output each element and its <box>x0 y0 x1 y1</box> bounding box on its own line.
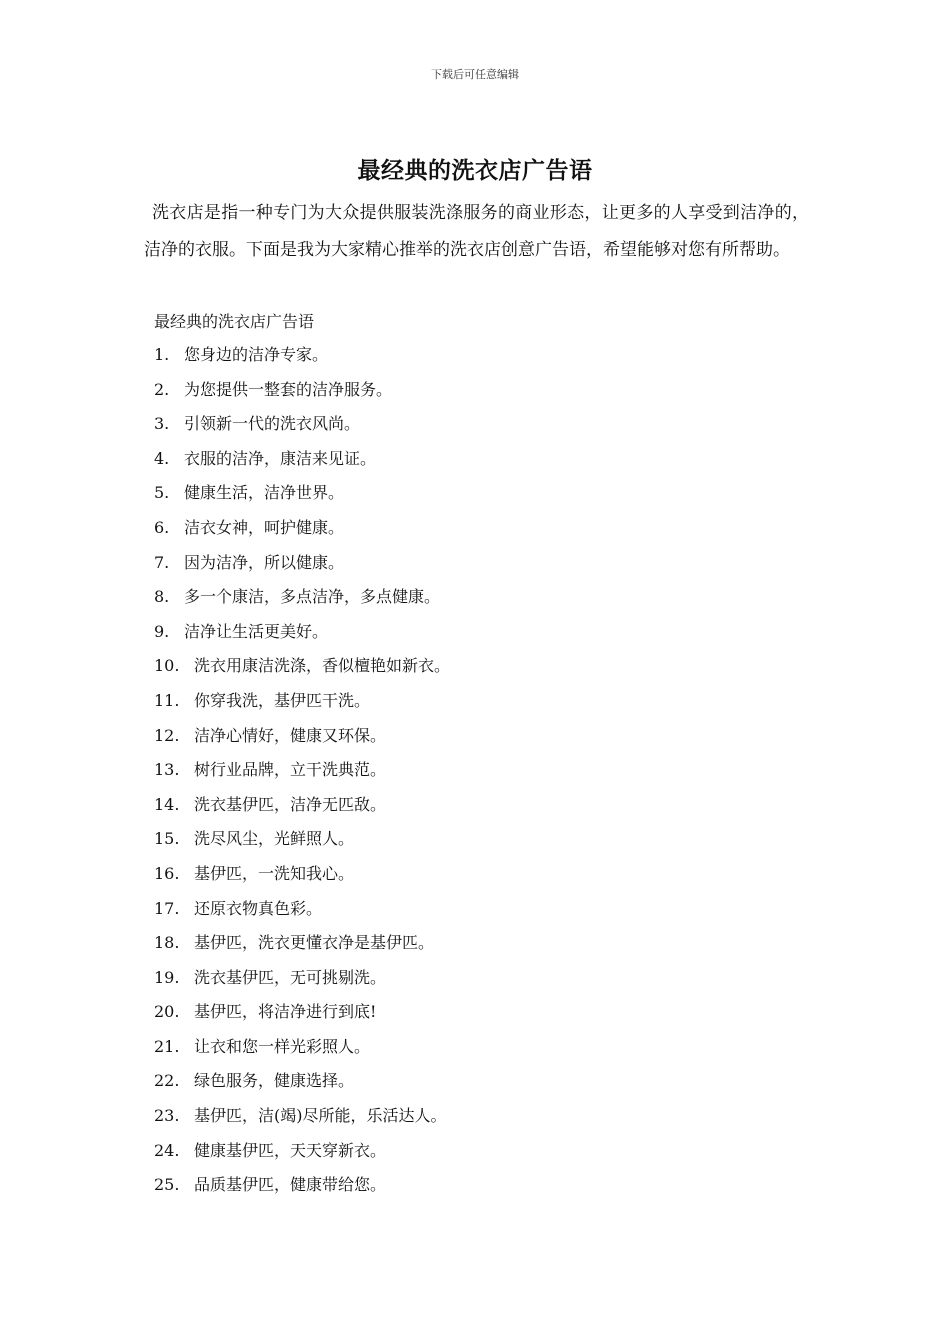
list-item <box>154 615 450 650</box>
item-text: 洗衣用康洁洗涤，香似檀艳如新衣。 <box>194 656 451 676</box>
list-item <box>154 961 450 996</box>
item-number: 7. <box>154 552 170 572</box>
list-item <box>154 995 450 1030</box>
item-text: 你穿我洗，基伊匹干洗。 <box>194 690 371 710</box>
list-item <box>154 338 450 373</box>
item-number: 18. <box>154 933 180 953</box>
item-text: 衣服的洁净，康洁来见证。 <box>184 448 377 468</box>
list-item <box>154 649 450 684</box>
list-item <box>154 442 450 477</box>
list-item <box>154 580 450 615</box>
item-number: 24. <box>154 1140 180 1160</box>
item-text: 洁衣女神，呵护健康。 <box>184 517 345 537</box>
list-item <box>154 1168 450 1203</box>
list-item <box>154 407 450 442</box>
item-number: 10. <box>154 656 180 676</box>
item-text: 还原衣物真色彩。 <box>194 898 323 918</box>
item-number: 23. <box>154 1106 180 1126</box>
item-text: 您身边的洁净专家。 <box>184 345 329 364</box>
list-item <box>154 1134 450 1169</box>
item-number: 9. <box>154 621 170 641</box>
item-number: 22. <box>154 1071 180 1091</box>
list-item <box>154 926 450 961</box>
item-number: 4. <box>154 448 170 468</box>
item-text: 让衣和您一样光彩照人。 <box>194 1036 371 1056</box>
document-title: 最经典的洗衣店广告语 <box>357 157 593 184</box>
item-text: 多一个康洁，多点洁净，多点健康。 <box>184 587 441 607</box>
list-item <box>154 857 450 892</box>
list-item <box>154 892 450 927</box>
item-text: 引领新一代的洗衣风尚。 <box>184 414 361 434</box>
item-text: 绿色服务，健康选择。 <box>194 1071 355 1091</box>
item-text: 健康生活，洁净世界。 <box>184 483 345 503</box>
section-heading: 最经典的洗衣店广告语 <box>154 312 315 331</box>
list-item <box>154 373 450 408</box>
item-number: 15. <box>154 829 180 849</box>
list-item <box>154 546 450 581</box>
item-text: 洗衣基伊匹，洁净无匹敌。 <box>194 794 387 814</box>
item-number: 19. <box>154 967 180 987</box>
item-text: 健康基伊匹，天天穿新衣。 <box>194 1140 387 1160</box>
slogan-list <box>154 338 450 1203</box>
item-number: 21. <box>154 1036 180 1056</box>
item-number: 11. <box>154 690 180 710</box>
item-text: 为您提供一整套的洁净服务。 <box>184 379 393 399</box>
list-item <box>154 511 450 546</box>
item-text: 洁净心情好，健康又环保。 <box>194 725 387 745</box>
item-number: 3. <box>154 414 170 434</box>
item-number: 6. <box>154 517 170 537</box>
item-number: 1. <box>154 345 170 364</box>
list-item <box>154 1030 450 1065</box>
item-number: 2. <box>154 379 170 399</box>
item-text: 树行业品牌，立干洗典范。 <box>194 760 387 780</box>
item-number: 13. <box>154 760 180 780</box>
list-item <box>154 788 450 823</box>
list-item <box>154 719 450 754</box>
list-item <box>154 822 450 857</box>
item-text: 品质基伊匹，健康带给您。 <box>194 1175 387 1195</box>
list-item <box>154 1099 450 1134</box>
item-text: 洗尽风尘，光鲜照人。 <box>194 829 355 849</box>
list-item <box>154 1064 450 1099</box>
item-text: 洗衣基伊匹，无可挑剔洗。 <box>194 967 387 987</box>
list-item <box>154 753 450 788</box>
item-text: 基伊匹，洁(竭)尽所能，乐活达人。 <box>194 1106 447 1126</box>
item-text: 基伊匹，将洁净进行到底! <box>194 1002 377 1022</box>
item-text: 洁净让生活更美好。 <box>184 621 329 641</box>
item-text: 基伊匹，一洗知我心。 <box>194 863 355 883</box>
item-number: 16. <box>154 863 180 883</box>
item-number: 8. <box>154 587 170 607</box>
item-number: 20. <box>154 1002 180 1022</box>
item-number: 12. <box>154 725 180 745</box>
item-text: 因为洁净，所以健康。 <box>184 552 345 572</box>
list-item <box>154 684 450 719</box>
item-number: 17. <box>154 898 180 918</box>
intro-paragraph: 洗衣店是指一种专门为大众提供服装洗涤服务的商业形态，让更多的人享受到洁净的，洁净的衣服。下面是我为大家精心推举的洗衣店创意广告语，希望能够对您有所帮助。 <box>144 203 809 260</box>
item-number: 14. <box>154 794 180 814</box>
item-text: 基伊匹，洗衣更懂衣净是基伊匹。 <box>194 933 435 953</box>
list-item <box>154 476 450 511</box>
item-number: 25. <box>154 1175 180 1195</box>
page-header: 下载后可任意编辑 <box>431 68 519 81</box>
item-number: 5. <box>154 483 170 503</box>
